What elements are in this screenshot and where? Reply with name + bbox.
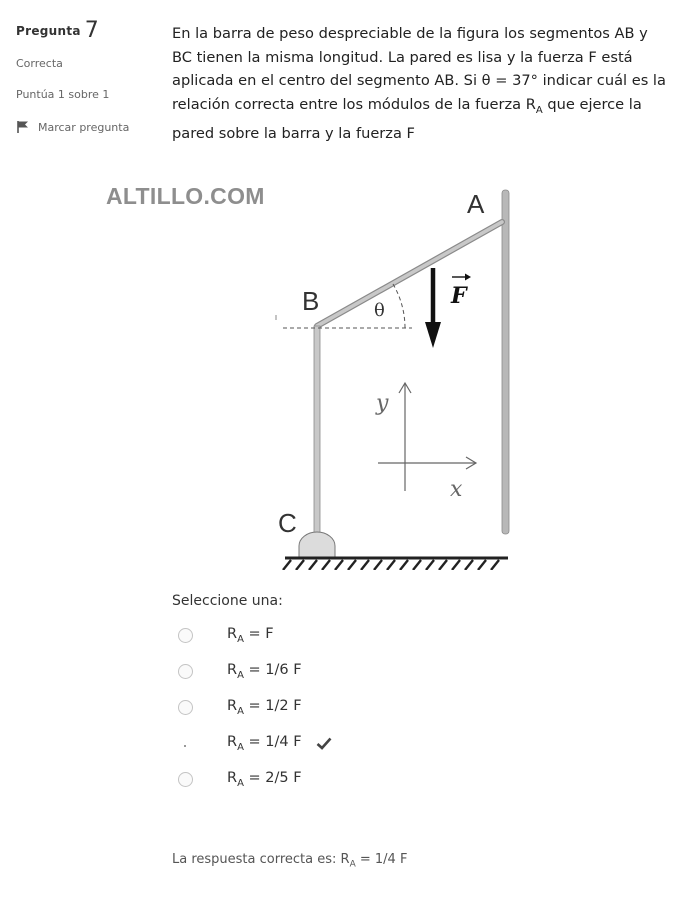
flag-question-label: Marcar pregunta	[38, 120, 130, 134]
label-a: A	[467, 189, 485, 219]
wall	[502, 190, 509, 534]
question-number: Pregunta 7	[16, 18, 100, 43]
bar-bc	[314, 326, 320, 534]
answer-text: $R_A = 1/4$ F	[227, 733, 302, 753]
watermark: ALTILLO.COM	[106, 183, 265, 209]
radio-button[interactable]	[178, 700, 193, 715]
x-axis-label: x	[450, 477, 463, 502]
question-state: Correcta	[16, 57, 63, 70]
answer-prompt: Seleccione una:	[172, 593, 283, 609]
angle-arc	[393, 284, 405, 328]
bar-figure	[100, 178, 530, 570]
question-text: En la barra de peso despreciable de la figura los segmentos AB y BC tienen la misma longitud. La pared es lisa y la fuerza F está aplicada en el centro del segmento AB. Si θ = 37° indicar cuál es la relación correcta entre los módulos de la fuerza $R_A$ que ejerce la pared sobre la barra y la fuerza F	[172, 25, 666, 142]
radio-button[interactable]	[178, 772, 193, 787]
label-b: B	[302, 286, 320, 316]
flag-question-link[interactable]	[16, 120, 156, 134]
radio-button[interactable]	[178, 664, 193, 679]
answer-option-selected[interactable]	[176, 725, 332, 761]
answer-option[interactable]	[176, 689, 332, 725]
answer-option[interactable]	[176, 617, 332, 653]
pin-support	[299, 532, 335, 558]
correct-answer-feedback: La respuesta correcta es: $R_A = 1/4$ F	[172, 852, 408, 870]
answer-options	[176, 617, 332, 797]
answer-text: $R_A = 1/6$ F	[227, 661, 302, 681]
answer-text: $R_A = F$	[227, 625, 274, 645]
theta-label: θ	[374, 300, 385, 321]
check-icon	[316, 737, 332, 750]
question-grade: Puntúa 1 sobre 1	[16, 88, 110, 101]
answer-option[interactable]	[176, 761, 332, 797]
radio-button[interactable]	[178, 628, 193, 643]
answer-option[interactable]	[176, 653, 332, 689]
label-c: C	[278, 508, 297, 538]
radio-button-selected[interactable]	[178, 736, 193, 751]
flag-icon	[16, 120, 30, 134]
answer-text: $R_A = 1/2$ F	[227, 697, 302, 717]
y-axis-label: y	[376, 391, 389, 416]
answer-text: $R_A = 2/5$ F	[227, 769, 302, 789]
force-label: F	[451, 283, 467, 309]
question-info	[16, 18, 156, 134]
ground-hatching	[283, 560, 499, 570]
